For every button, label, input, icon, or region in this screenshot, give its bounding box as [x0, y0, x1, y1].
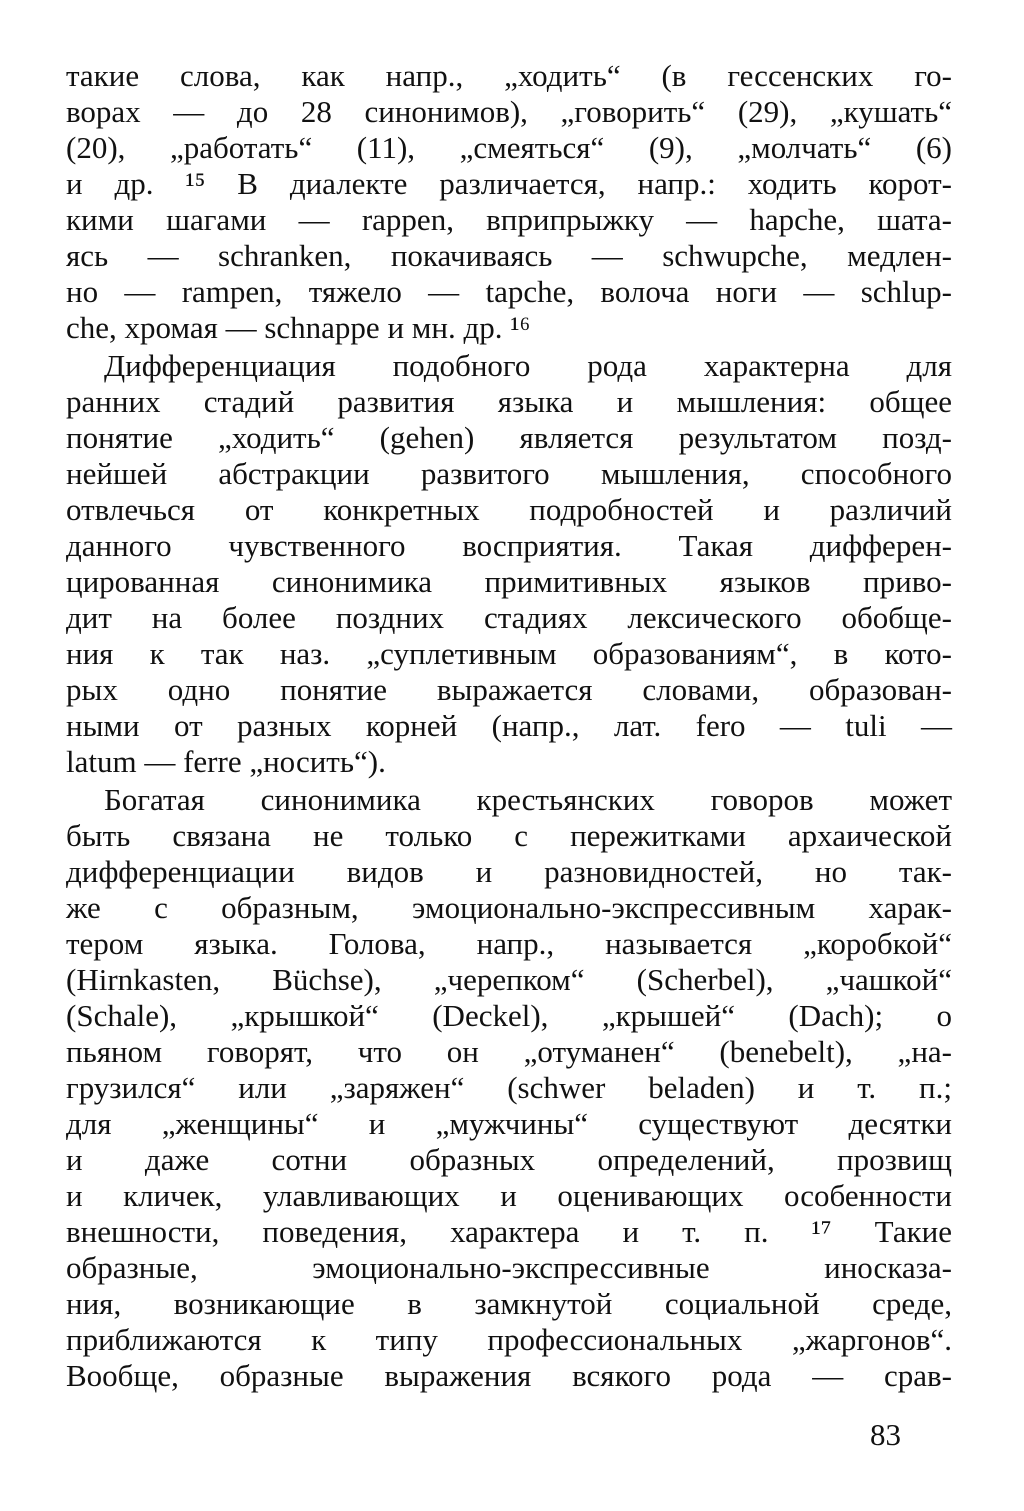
- text-line: образные, эмоционально-экспрессивные иносказа-: [66, 1250, 952, 1285]
- text-line: Богатая синонимика крестьянских говоров может: [104, 782, 952, 817]
- text-line: понятие „ходить“ (gehen) является результатом позд-: [66, 420, 952, 455]
- book-page: [66, 58, 952, 1458]
- page-number: 83: [870, 1417, 901, 1452]
- text-line: (Hirnkasten, Büchse), „черепком“ (Scherbel), „чашкой“: [66, 962, 952, 997]
- text-line: latum — ferre „носить“).: [66, 744, 386, 779]
- text-line: нейшей абстракции развитого мышления, способного: [66, 456, 952, 491]
- text-line: и кличек, улавливающих и оценивающих особенности: [66, 1178, 952, 1213]
- text-line: такие слова, как напр., „ходить“ (в гессенских го-: [66, 58, 952, 93]
- text-line: но — rampen, тяжело — tapche, волоча ноги — schlup-: [66, 274, 952, 309]
- text-line: (20), „работать“ (11), „смеяться“ (9), „молчать“ (6): [66, 130, 952, 165]
- text-line: грузился“ или „заряжен“ (schwer beladen) и т. п.;: [66, 1070, 952, 1105]
- text-line: пьяном говорят, что он „отуманен“ (benebelt), „на-: [66, 1034, 952, 1069]
- text-line: ранних стадий развития языка и мышления: общее: [66, 384, 952, 419]
- text-line: ясь — schranken, покачиваясь — schwupche, медлен-: [66, 238, 952, 273]
- text-line: для „женщины“ и „мужчины“ существуют десятки: [66, 1106, 952, 1141]
- text-line: внешности, поведения, характера и т. п. ¹⁷ Такие: [66, 1214, 952, 1249]
- text-line: дит на более поздних стадиях лексического обобще-: [66, 600, 952, 635]
- text-line: данного чувственного восприятия. Такая дифферен-: [66, 528, 952, 563]
- text-line: быть связана не только с пережитками архаической: [66, 818, 952, 853]
- text-line: и др. ¹⁵ В диалекте различается, напр.: ходить корот-: [66, 166, 952, 201]
- text-line: (Schale), „крышкой“ (Deckel), „крышей“ (Dach); о: [66, 998, 952, 1033]
- text-line: Дифференциация подобного рода характерна для: [104, 348, 952, 383]
- text-line: цированная синонимика примитивных языков приво-: [66, 564, 952, 599]
- text-line: же с образным, эмоционально-экспрессивным харак-: [66, 890, 952, 925]
- text-line: кими шагами — rappen, вприпрыжку — hapche, шата-: [66, 202, 952, 237]
- text-line: рых одно понятие выражается словами, образован-: [66, 672, 952, 707]
- text-line: ворах — до 28 синонимов), „говорить“ (29), „кушать“: [66, 94, 952, 129]
- text-line: ния, возникающие в замкнутой социальной среде,: [66, 1286, 952, 1321]
- text-line: ния к так наз. „суплетивным образованиям“, в кото-: [66, 636, 952, 671]
- text-line: и даже сотни образных определений, прозвищ: [66, 1142, 952, 1177]
- text-line: ными от разных корней (напр., лат. fero — tuli —: [66, 708, 952, 743]
- text-line: приближаются к типу профессиональных „жаргонов“.: [66, 1322, 952, 1357]
- text-line: дифференциации видов и разновидностей, но так-: [66, 854, 952, 889]
- text-line: Вообще, образные выражения всякого рода — срав-: [66, 1358, 952, 1393]
- text-line: отвлечься от конкретных подробностей и различий: [66, 492, 952, 527]
- text-line: тером языка. Голова, напр., называется „коробкой“: [66, 926, 952, 961]
- text-line: che, хромая — schnappe и мн. др. ¹⁶: [66, 310, 531, 345]
